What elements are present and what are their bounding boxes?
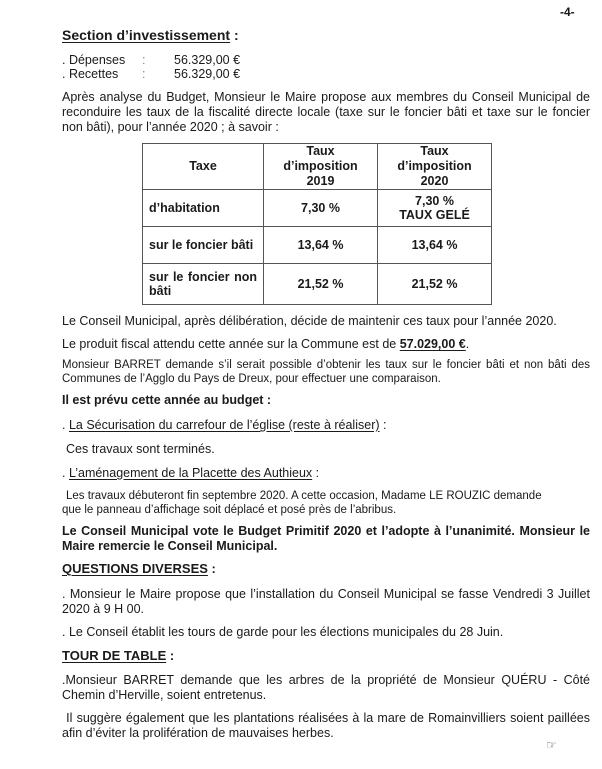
- tour-item-1: .Monsieur BARRET demande que les arbres de la propriété de Monsieur QUÉRU - Côté Chemin d’Herville, soient entretenus.: [62, 673, 590, 702]
- vote-paragraph: Le Conseil Municipal vote le Budget Primitif 2020 et l’adopte à l’unanimité. Monsieur le Maire remercie le Conseil Municipal.: [62, 524, 590, 553]
- table-row: sur le foncier bâti 13,64 % 13,64 %: [143, 227, 492, 264]
- question-item-2: . Le Conseil établit les tours de garde pour les élections municipales du 28 Juin.: [62, 625, 504, 639]
- taux-gele-note: TAUX GELÉ: [399, 208, 470, 222]
- recettes-row: . Recettes : 56.329,00 €: [62, 67, 241, 81]
- produit-fiscal-paragraph: Le produit fiscal attendu cette année sur la Commune est de 57.029,00 €.: [62, 337, 470, 351]
- budget-item-2-title: . L’aménagement de la Placette des Authieux :: [62, 466, 320, 480]
- page-number: -4-: [560, 5, 575, 19]
- header-2019: Taux d’imposition 2019: [264, 144, 378, 190]
- table-header-row: [143, 144, 492, 190]
- table-row: d’habitation 7,30 % 7,30 % TAUX GELÉ: [143, 190, 492, 227]
- tax-rates-table: [142, 143, 492, 305]
- produit-amount: 57.029,00 €: [399, 337, 466, 351]
- budget-item-1-body: Ces travaux sont terminés.: [66, 442, 215, 456]
- pointing-hand-icon: ☞: [546, 738, 557, 752]
- header-2020: Taux d’imposition 2020: [378, 144, 492, 190]
- question-item-1: . Monsieur le Maire propose que l’installation du Conseil Municipal se fasse Vendredi 3 Juillet 2020 à 9 H 00.: [62, 587, 590, 616]
- budget-item-2-body: Les travaux débuteront fin septembre 2020. A cette occasion, Madame LE ROUZIC demande que le panneau d’affichage soit déplacé et posé près de l’abribus.: [62, 490, 542, 516]
- section-title: Section d’investissement: [62, 27, 231, 43]
- barret-request-paragraph: Monsieur BARRET demande s’il serait possible d’obtenir les taux sur le foncier bâti et non bâti des Communes de l’Agglo du Pays de Dreux, pour effectuer une comparaison.: [62, 359, 590, 385]
- depenses-row: . Dépenses : 56.329,00 €: [62, 53, 241, 67]
- intro-paragraph: Après analyse du Budget, Monsieur le Maire propose aux membres du Conseil Municipal de reconduire les taux de la fiscalité directe locale (taxe sur le foncier bâti et taxe sur le foncier non bâti), pour l’année 2020 ; à savoir :: [62, 90, 590, 134]
- budget-heading: Il est prévu cette année au budget :: [62, 393, 272, 407]
- section-investissement-heading: Section d’investissement :: [62, 27, 239, 43]
- recettes-value: 56.329,00 €: [174, 67, 241, 81]
- decision-paragraph: Le Conseil Municipal, après délibération, décide de maintenir ces taux pour l’année 2020.: [62, 314, 557, 328]
- tour-item-2: Il suggère également que les plantations réalisées à la mare de Romainvilliers soient paillées afin d’éviter la prolifération de mauvaises herbes.: [62, 711, 594, 740]
- table-row: sur le foncier non bâti 21,52 % 21,52 %: [143, 264, 492, 305]
- budget-item-1-title: . La Sécurisation du carrefour de l’église (reste à réaliser) :: [62, 418, 387, 432]
- depenses-value: 56.329,00 €: [174, 53, 241, 67]
- header-taxe: Taxe: [143, 144, 264, 190]
- tour-de-table-heading: TOUR DE TABLE :: [62, 648, 175, 663]
- questions-diverses-heading: QUESTIONS DIVERSES :: [62, 561, 216, 576]
